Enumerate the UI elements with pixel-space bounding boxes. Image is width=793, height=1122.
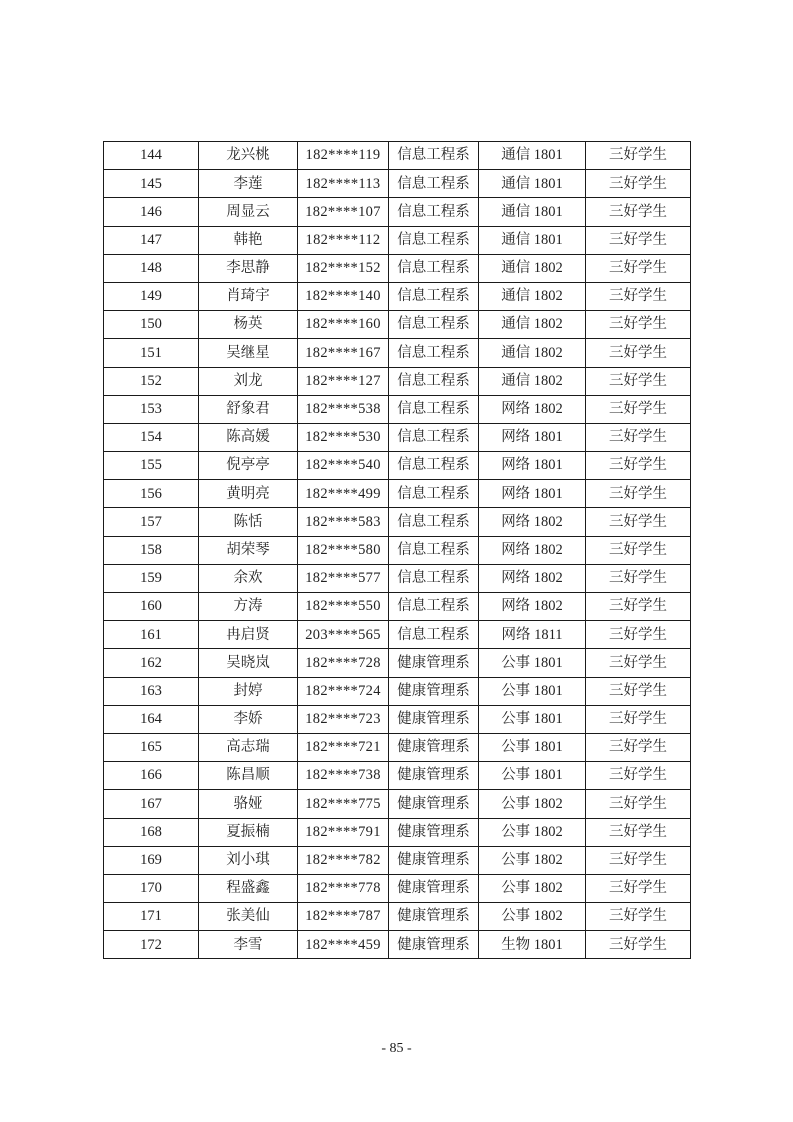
class-cell: 公事 1801 bbox=[479, 733, 586, 761]
award-cell: 三好学生 bbox=[586, 621, 691, 649]
table-row bbox=[104, 593, 691, 621]
class-cell: 网络 1811 bbox=[479, 621, 586, 649]
award-cell: 三好学生 bbox=[586, 564, 691, 592]
student-id-cell: 182****107 bbox=[298, 198, 389, 226]
row-number-cell: 156 bbox=[104, 480, 199, 508]
department-cell: 信息工程系 bbox=[389, 508, 479, 536]
award-cell: 三好学生 bbox=[586, 423, 691, 451]
student-id-cell: 182****530 bbox=[298, 423, 389, 451]
table-row bbox=[104, 395, 691, 423]
award-cell: 三好学生 bbox=[586, 339, 691, 367]
row-number-cell: 149 bbox=[104, 282, 199, 310]
class-cell: 公事 1802 bbox=[479, 818, 586, 846]
award-cell: 三好学生 bbox=[586, 790, 691, 818]
award-cell: 三好学生 bbox=[586, 846, 691, 874]
student-id-cell: 182****728 bbox=[298, 649, 389, 677]
row-number-cell: 168 bbox=[104, 818, 199, 846]
student-id-cell: 182****540 bbox=[298, 452, 389, 480]
award-cell: 三好学生 bbox=[586, 311, 691, 339]
student-name-cell: 吴晓岚 bbox=[199, 649, 298, 677]
row-number-cell: 157 bbox=[104, 508, 199, 536]
row-number-cell: 151 bbox=[104, 339, 199, 367]
award-cell: 三好学生 bbox=[586, 226, 691, 254]
department-cell: 信息工程系 bbox=[389, 395, 479, 423]
award-cell: 三好学生 bbox=[586, 198, 691, 226]
award-cell: 三好学生 bbox=[586, 705, 691, 733]
table-row bbox=[104, 508, 691, 536]
row-number-cell: 159 bbox=[104, 564, 199, 592]
student-name-cell: 舒象君 bbox=[199, 395, 298, 423]
student-name-cell: 高志瑞 bbox=[199, 733, 298, 761]
row-number-cell: 171 bbox=[104, 903, 199, 931]
student-name-cell: 程盛鑫 bbox=[199, 874, 298, 902]
student-name-cell: 李莲 bbox=[199, 170, 298, 198]
table-row bbox=[104, 762, 691, 790]
table-row bbox=[104, 282, 691, 310]
department-cell: 信息工程系 bbox=[389, 198, 479, 226]
department-cell: 信息工程系 bbox=[389, 311, 479, 339]
department-cell: 健康管理系 bbox=[389, 649, 479, 677]
class-cell: 通信 1801 bbox=[479, 226, 586, 254]
student-id-cell: 182****787 bbox=[298, 903, 389, 931]
row-number-cell: 153 bbox=[104, 395, 199, 423]
student-id-cell: 182****721 bbox=[298, 733, 389, 761]
class-cell: 公事 1802 bbox=[479, 846, 586, 874]
class-cell: 通信 1801 bbox=[479, 170, 586, 198]
row-number-cell: 160 bbox=[104, 593, 199, 621]
student-name-cell: 陈高媛 bbox=[199, 423, 298, 451]
department-cell: 信息工程系 bbox=[389, 142, 479, 170]
student-id-cell: 182****583 bbox=[298, 508, 389, 536]
student-id-cell: 203****565 bbox=[298, 621, 389, 649]
class-cell: 公事 1801 bbox=[479, 649, 586, 677]
award-cell: 三好学生 bbox=[586, 367, 691, 395]
class-cell: 网络 1802 bbox=[479, 395, 586, 423]
award-cell: 三好学生 bbox=[586, 677, 691, 705]
row-number-cell: 158 bbox=[104, 536, 199, 564]
student-name-cell: 吴继星 bbox=[199, 339, 298, 367]
department-cell: 健康管理系 bbox=[389, 677, 479, 705]
row-number-cell: 147 bbox=[104, 226, 199, 254]
table-row bbox=[104, 790, 691, 818]
row-number-cell: 167 bbox=[104, 790, 199, 818]
class-cell: 通信 1801 bbox=[479, 142, 586, 170]
department-cell: 健康管理系 bbox=[389, 705, 479, 733]
page-number: - 85 - bbox=[381, 1041, 412, 1056]
student-name-cell: 胡荣琴 bbox=[199, 536, 298, 564]
row-number-cell: 169 bbox=[104, 846, 199, 874]
row-number-cell: 148 bbox=[104, 254, 199, 282]
department-cell: 信息工程系 bbox=[389, 423, 479, 451]
class-cell: 网络 1801 bbox=[479, 423, 586, 451]
row-number-cell: 163 bbox=[104, 677, 199, 705]
table-row bbox=[104, 226, 691, 254]
student-name-cell: 冉启贤 bbox=[199, 621, 298, 649]
student-name-cell: 杨英 bbox=[199, 311, 298, 339]
department-cell: 信息工程系 bbox=[389, 564, 479, 592]
department-cell: 健康管理系 bbox=[389, 733, 479, 761]
award-cell: 三好学生 bbox=[586, 536, 691, 564]
table-row bbox=[104, 452, 691, 480]
table-row bbox=[104, 536, 691, 564]
table-row bbox=[104, 677, 691, 705]
student-id-cell: 182****791 bbox=[298, 818, 389, 846]
department-cell: 信息工程系 bbox=[389, 254, 479, 282]
class-cell: 网络 1801 bbox=[479, 452, 586, 480]
table-row bbox=[104, 564, 691, 592]
student-name-cell: 龙兴桃 bbox=[199, 142, 298, 170]
class-cell: 通信 1801 bbox=[479, 198, 586, 226]
row-number-cell: 150 bbox=[104, 311, 199, 339]
student-name-cell: 李思静 bbox=[199, 254, 298, 282]
class-cell: 网络 1802 bbox=[479, 564, 586, 592]
table-row bbox=[104, 649, 691, 677]
student-id-cell: 182****580 bbox=[298, 536, 389, 564]
award-cell: 三好学生 bbox=[586, 733, 691, 761]
student-id-cell: 182****723 bbox=[298, 705, 389, 733]
class-cell: 公事 1801 bbox=[479, 762, 586, 790]
award-cell: 三好学生 bbox=[586, 874, 691, 902]
class-cell: 通信 1802 bbox=[479, 311, 586, 339]
student-id-cell: 182****499 bbox=[298, 480, 389, 508]
student-id-cell: 182****778 bbox=[298, 874, 389, 902]
department-cell: 健康管理系 bbox=[389, 818, 479, 846]
student-id-cell: 182****775 bbox=[298, 790, 389, 818]
student-id-cell: 182****167 bbox=[298, 339, 389, 367]
student-name-cell: 刘小琪 bbox=[199, 846, 298, 874]
award-cell: 三好学生 bbox=[586, 282, 691, 310]
student-id-cell: 182****140 bbox=[298, 282, 389, 310]
class-cell: 公事 1802 bbox=[479, 790, 586, 818]
award-cell: 三好学生 bbox=[586, 254, 691, 282]
table-row bbox=[104, 480, 691, 508]
department-cell: 信息工程系 bbox=[389, 339, 479, 367]
award-cell: 三好学生 bbox=[586, 508, 691, 536]
student-name-cell: 余欢 bbox=[199, 564, 298, 592]
student-id-cell: 182****782 bbox=[298, 846, 389, 874]
department-cell: 信息工程系 bbox=[389, 621, 479, 649]
department-cell: 信息工程系 bbox=[389, 593, 479, 621]
students-award-table bbox=[103, 141, 691, 959]
department-cell: 健康管理系 bbox=[389, 903, 479, 931]
student-name-cell: 黄明亮 bbox=[199, 480, 298, 508]
department-cell: 健康管理系 bbox=[389, 874, 479, 902]
class-cell: 公事 1802 bbox=[479, 874, 586, 902]
student-id-cell: 182****550 bbox=[298, 593, 389, 621]
department-cell: 信息工程系 bbox=[389, 480, 479, 508]
row-number-cell: 146 bbox=[104, 198, 199, 226]
class-cell: 公事 1802 bbox=[479, 903, 586, 931]
award-cell: 三好学生 bbox=[586, 903, 691, 931]
class-cell: 公事 1801 bbox=[479, 677, 586, 705]
department-cell: 信息工程系 bbox=[389, 367, 479, 395]
student-name-cell: 封婷 bbox=[199, 677, 298, 705]
student-id-cell: 182****577 bbox=[298, 564, 389, 592]
department-cell: 信息工程系 bbox=[389, 226, 479, 254]
table-row bbox=[104, 874, 691, 902]
table-row bbox=[104, 170, 691, 198]
award-cell: 三好学生 bbox=[586, 931, 691, 959]
row-number-cell: 155 bbox=[104, 452, 199, 480]
department-cell: 信息工程系 bbox=[389, 452, 479, 480]
class-cell: 网络 1801 bbox=[479, 480, 586, 508]
class-cell: 通信 1802 bbox=[479, 282, 586, 310]
row-number-cell: 172 bbox=[104, 931, 199, 959]
department-cell: 健康管理系 bbox=[389, 846, 479, 874]
student-name-cell: 方涛 bbox=[199, 593, 298, 621]
table-row bbox=[104, 142, 691, 170]
student-name-cell: 肖琦宇 bbox=[199, 282, 298, 310]
table-row bbox=[104, 339, 691, 367]
table-row bbox=[104, 818, 691, 846]
row-number-cell: 162 bbox=[104, 649, 199, 677]
department-cell: 健康管理系 bbox=[389, 931, 479, 959]
table-row bbox=[104, 903, 691, 931]
award-cell: 三好学生 bbox=[586, 480, 691, 508]
student-id-cell: 182****113 bbox=[298, 170, 389, 198]
award-cell: 三好学生 bbox=[586, 395, 691, 423]
class-cell: 网络 1802 bbox=[479, 508, 586, 536]
table-row bbox=[104, 254, 691, 282]
student-id-cell: 182****127 bbox=[298, 367, 389, 395]
class-cell: 通信 1802 bbox=[479, 367, 586, 395]
class-cell: 公事 1801 bbox=[479, 705, 586, 733]
row-number-cell: 170 bbox=[104, 874, 199, 902]
student-id-cell: 182****724 bbox=[298, 677, 389, 705]
class-cell: 通信 1802 bbox=[479, 254, 586, 282]
student-id-cell: 182****152 bbox=[298, 254, 389, 282]
award-cell: 三好学生 bbox=[586, 818, 691, 846]
student-name-cell: 夏振楠 bbox=[199, 818, 298, 846]
student-name-cell: 李娇 bbox=[199, 705, 298, 733]
student-name-cell: 周显云 bbox=[199, 198, 298, 226]
student-name-cell: 刘龙 bbox=[199, 367, 298, 395]
student-name-cell: 张美仙 bbox=[199, 903, 298, 931]
student-id-cell: 182****738 bbox=[298, 762, 389, 790]
award-cell: 三好学生 bbox=[586, 649, 691, 677]
row-number-cell: 164 bbox=[104, 705, 199, 733]
table-row bbox=[104, 846, 691, 874]
department-cell: 信息工程系 bbox=[389, 282, 479, 310]
department-cell: 信息工程系 bbox=[389, 170, 479, 198]
award-cell: 三好学生 bbox=[586, 170, 691, 198]
award-cell: 三好学生 bbox=[586, 452, 691, 480]
student-name-cell: 韩艳 bbox=[199, 226, 298, 254]
table-row bbox=[104, 705, 691, 733]
row-number-cell: 166 bbox=[104, 762, 199, 790]
students-table-body bbox=[104, 142, 691, 959]
row-number-cell: 152 bbox=[104, 367, 199, 395]
table-row bbox=[104, 367, 691, 395]
department-cell: 健康管理系 bbox=[389, 762, 479, 790]
table-row bbox=[104, 733, 691, 761]
table-row bbox=[104, 311, 691, 339]
table-row bbox=[104, 621, 691, 649]
table-row bbox=[104, 198, 691, 226]
award-cell: 三好学生 bbox=[586, 142, 691, 170]
row-number-cell: 154 bbox=[104, 423, 199, 451]
class-cell: 网络 1802 bbox=[479, 536, 586, 564]
class-cell: 通信 1802 bbox=[479, 339, 586, 367]
student-name-cell: 陈恬 bbox=[199, 508, 298, 536]
table-row bbox=[104, 931, 691, 959]
row-number-cell: 165 bbox=[104, 733, 199, 761]
student-name-cell: 陈昌顺 bbox=[199, 762, 298, 790]
table-row bbox=[104, 423, 691, 451]
student-id-cell: 182****459 bbox=[298, 931, 389, 959]
row-number-cell: 161 bbox=[104, 621, 199, 649]
class-cell: 生物 1801 bbox=[479, 931, 586, 959]
student-name-cell: 李雪 bbox=[199, 931, 298, 959]
award-cell: 三好学生 bbox=[586, 762, 691, 790]
student-id-cell: 182****119 bbox=[298, 142, 389, 170]
student-name-cell: 骆娅 bbox=[199, 790, 298, 818]
student-id-cell: 182****160 bbox=[298, 311, 389, 339]
student-name-cell: 倪亭亭 bbox=[199, 452, 298, 480]
department-cell: 健康管理系 bbox=[389, 790, 479, 818]
row-number-cell: 144 bbox=[104, 142, 199, 170]
student-id-cell: 182****538 bbox=[298, 395, 389, 423]
row-number-cell: 145 bbox=[104, 170, 199, 198]
award-cell: 三好学生 bbox=[586, 593, 691, 621]
class-cell: 网络 1802 bbox=[479, 593, 586, 621]
department-cell: 信息工程系 bbox=[389, 536, 479, 564]
student-id-cell: 182****112 bbox=[298, 226, 389, 254]
